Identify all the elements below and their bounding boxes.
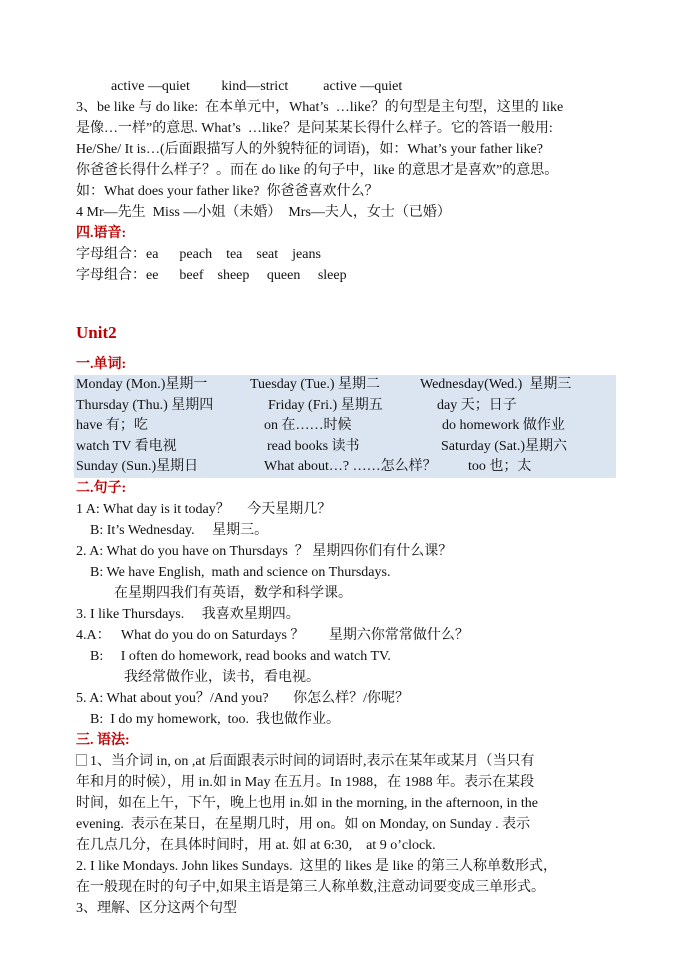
sentence-line: 我经常做作业，读书，看电视。 <box>124 669 320 685</box>
vocab-cell: read books 读书 <box>267 438 360 454</box>
sentence-line: B: It’s Wednesday. 星期三。 <box>90 522 269 538</box>
vocab-table <box>74 375 616 478</box>
vocab-cell: What about…? ……怎么样？ <box>264 459 437 475</box>
vocab-row <box>76 437 616 458</box>
vocab-cell: watch TV 看电视 <box>76 438 177 454</box>
text-line: 你爸爸长得什么样子？。而在 do like 的句子中，like 的意思才是喜欢”的意思。 <box>76 163 559 178</box>
vocab-cell: Monday (Mon.)星期一 <box>76 377 208 392</box>
vocab-cell: Wednesday(Wed.) 星期三 <box>420 377 572 392</box>
section-heading-sentences: 二.句子: <box>76 480 127 496</box>
grammar-line: 时间，如在上午，下午，晚上也用 in.如 in the morning, in the afternoon, in the <box>76 795 538 811</box>
grammar-line: 在几点几分，在具体时间时，用 at. 如 at 6:30, at 9 o’clock. <box>76 837 436 853</box>
sentence-line: 1 A: What day is it today？ 今天星期几？ <box>76 501 332 517</box>
section-heading-grammar: 三. 语法: <box>76 732 130 748</box>
vocab-cell: Friday (Fri.) 星期五 <box>268 397 383 413</box>
vocab-cell: Sunday (Sun.)星期日 <box>76 459 199 475</box>
vocab-cell: day 天；日子 <box>437 397 517 413</box>
text-line: 字母组合：ee beef sheep queen sleep <box>76 268 347 283</box>
sentence-line: 4.A： What do you do on Saturdays ？ 星期六你常常做什么？ <box>76 627 469 643</box>
vocab-cell: do homework 做作业 <box>442 418 565 434</box>
checkbox-icon <box>76 754 87 766</box>
text-line: 如：What does your father like? 你爸爸喜欢什么？ <box>76 184 379 199</box>
grammar-text: 1、当介词 in, on ,at 后面跟表示时间的词语时,表示在某年或某月（当只有 <box>90 753 535 769</box>
vocab-cell: too 也；太 <box>468 459 532 475</box>
vocab-row <box>76 457 616 478</box>
text-line: He/She/ It is…(后面跟描写人的外貌特征的词语)，如：What’s your father like? <box>76 142 543 157</box>
section-heading-phonics: 四.语音: <box>76 226 127 241</box>
vocab-cell: Saturday (Sat.)星期六 <box>441 438 567 454</box>
text-line: 字母组合：ea peach tea seat jeans <box>76 247 321 262</box>
vocab-cell: Thursday (Thu.) 星期四 <box>76 397 214 413</box>
grammar-line: 2. I like Mondays. John likes Sundays. 这里的 likes 是 like 的第三人称单数形式， <box>76 858 558 874</box>
grammar-line: evening. 表示在某日，在星期几时，用 on。如 on Monday, on Sunday . 表示 <box>76 816 531 832</box>
grammar-line: 年和月的时候），用 in.如 in May 在五月。In 1988，在 1988 年。表示在某段 <box>76 774 535 790</box>
vocab-cell: Tuesday (Tue.) 星期二 <box>250 377 381 392</box>
grammar-line <box>76 751 616 772</box>
vocab-cell: on 在……时候 <box>264 418 352 434</box>
text-line: 3、be like 与 do like: 在本单元中，What’s …like？的句型是主句型，这里的 like <box>76 100 564 115</box>
unit-title: Unit2 <box>76 323 117 342</box>
vocab-row <box>76 416 616 437</box>
sentence-line: B: We have English, math and science on Thursdays. <box>90 564 391 580</box>
text-line: active —quiet kind—strict active —quiet <box>76 79 403 94</box>
text-line: 是像…一样”的意思. What’s …like？是问某某长得什么样子。它的答语一般用: <box>76 121 553 136</box>
grammar-line: 在一般现在时的句子中,如果主语是第三人称单数,注意动词要变成三单形式。 <box>76 879 545 895</box>
sentence-line: B: I often do homework, read books and watch TV. <box>90 648 391 664</box>
vocab-row <box>76 396 616 417</box>
sentence-line: 5. A: What about you？/And you? 你怎么样？/你呢？ <box>76 690 409 706</box>
grammar-line: 3、理解、区分这两个句型 <box>76 900 237 916</box>
text-line: 4 Mr—先生 Miss —小姐（未婚） Mrs—夫人，女士（已婚） <box>76 205 451 220</box>
vocab-row <box>76 375 616 396</box>
vocab-cell: have 有；吃 <box>76 418 148 434</box>
sentence-line: 2. A: What do you have on Thursdays ？ 星期四你们有什么课？ <box>76 543 453 559</box>
section-heading-vocab: 一.单词: <box>76 357 127 372</box>
document-page <box>76 76 616 919</box>
sentence-line: 在星期四我们有英语，数学和科学课。 <box>114 585 352 601</box>
sentence-line: B: I do my homework, too. 我也做作业。 <box>90 711 341 727</box>
sentence-line: 3. I like Thursdays. 我喜欢星期四。 <box>76 606 300 622</box>
